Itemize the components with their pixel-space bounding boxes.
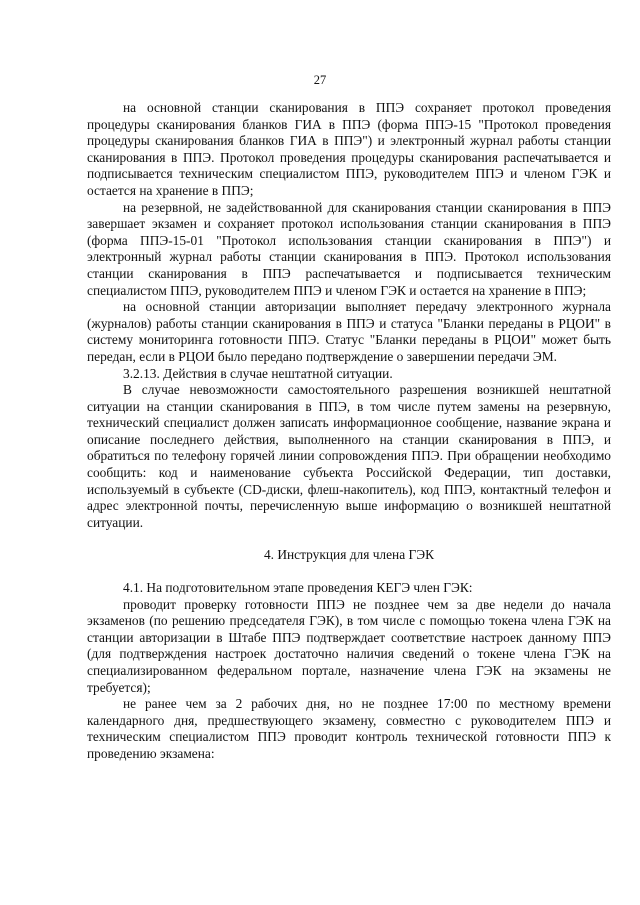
paragraph-authorization-station: на основной станции авторизации выполняет передачу электронного журнала (журналов) работы станции сканирования в ППЭ и статуса "Бланки переданы в РЦОИ" в систему мониторинга готовности ППЭ. Статус "Бланки переданы в РЦОИ" может быть передан, если в РЦОИ было передано подтверждение о завершении передачи ЭМ. <box>87 299 611 364</box>
paragraph-emergency-actions: В случае невозможности самостоятельного разрешения возникшей нештатной ситуации на станции сканирования в ППЭ, в том числе путем замены на резервную, технический специалист должен записать информационное сообщение, название экрана и описание последнего действия, выполненного на станции сканирования в ППЭ, и обратиться по телефону горячей линии сопровождения ППЭ. При обращении необходимо сообщить: код и наименование субъекта Российской Федерации, тип доставки, используемый в субъекте (CD-диски, флеш-накопитель), код ППЭ, контактный телефон и адрес электронной почты, перечисленную выше информацию о возникшей нештатной ситуации. <box>87 382 611 530</box>
paragraph-emergency-title: 3.2.13. Действия в случае нештатной ситуации. <box>123 365 393 381</box>
section-heading: 4. Инструкция для члена ГЭК <box>263 547 435 563</box>
paragraph-preparatory-stage: 4.1. На подготовительном этапе проведения КЕГЭ член ГЭК: <box>123 580 473 596</box>
paragraph-main-scanning-station: на основной станции сканирования в ППЭ сохраняет протокол проведения процедуры сканирования бланков ГИА в ППЭ (форма ППЭ-15 "Протокол проведения процедуры сканирования бланков ГИА в ППЭ") и электронный журнал работы станции сканирования в ППЭ. Протокол проведения процедуры сканирования распечатывается и подписывается техническим специалистом ППЭ, руководителем ППЭ и членом ГЭК и остается на хранение в ППЭ; <box>87 100 611 198</box>
document-body <box>87 100 611 763</box>
paragraph-readiness-check: проводит проверку готовности ППЭ не позднее чем за две недели до начала экзаменов (по решению председателя ГЭК), в том числе с помощью токена члена ГЭК на станции авторизации в Штабе ППЭ подтверждает соответствие настроек данному ППЭ (для подтверждения настроек достаточно наличия сведений о токене члена ГЭК на специализированном федеральном портале, назначение члена ГЭК на экзамены не требуется); <box>87 596 611 695</box>
paragraph-reserve-scanning-station: на резервной, не задействованной для сканирования станции сканирования в ППЭ завершает экзамен и сохраняет протокол использования станции сканирования в ППЭ (форма ППЭ-15-01 "Протокол использования станции сканирования в ППЭ") и электронный журнал работы станции сканирования в ППЭ. Протокол использования станции сканирования в ППЭ распечатывается и подписывается техническим специалистом ППЭ, руководителем ППЭ и членом ГЭК и остается на хранение в ППЭ; <box>87 199 611 298</box>
page-number: 27 <box>313 73 327 87</box>
paragraph-technical-control: не ранее чем за 2 рабочих дня, но не позднее 17:00 по местному времени календарного дня, предшествующего экзамену, совместно с руководителем ППЭ и техническим специалистом ППЭ проводит контроль технической готовности ППЭ к проведению экзамена: <box>87 696 611 761</box>
